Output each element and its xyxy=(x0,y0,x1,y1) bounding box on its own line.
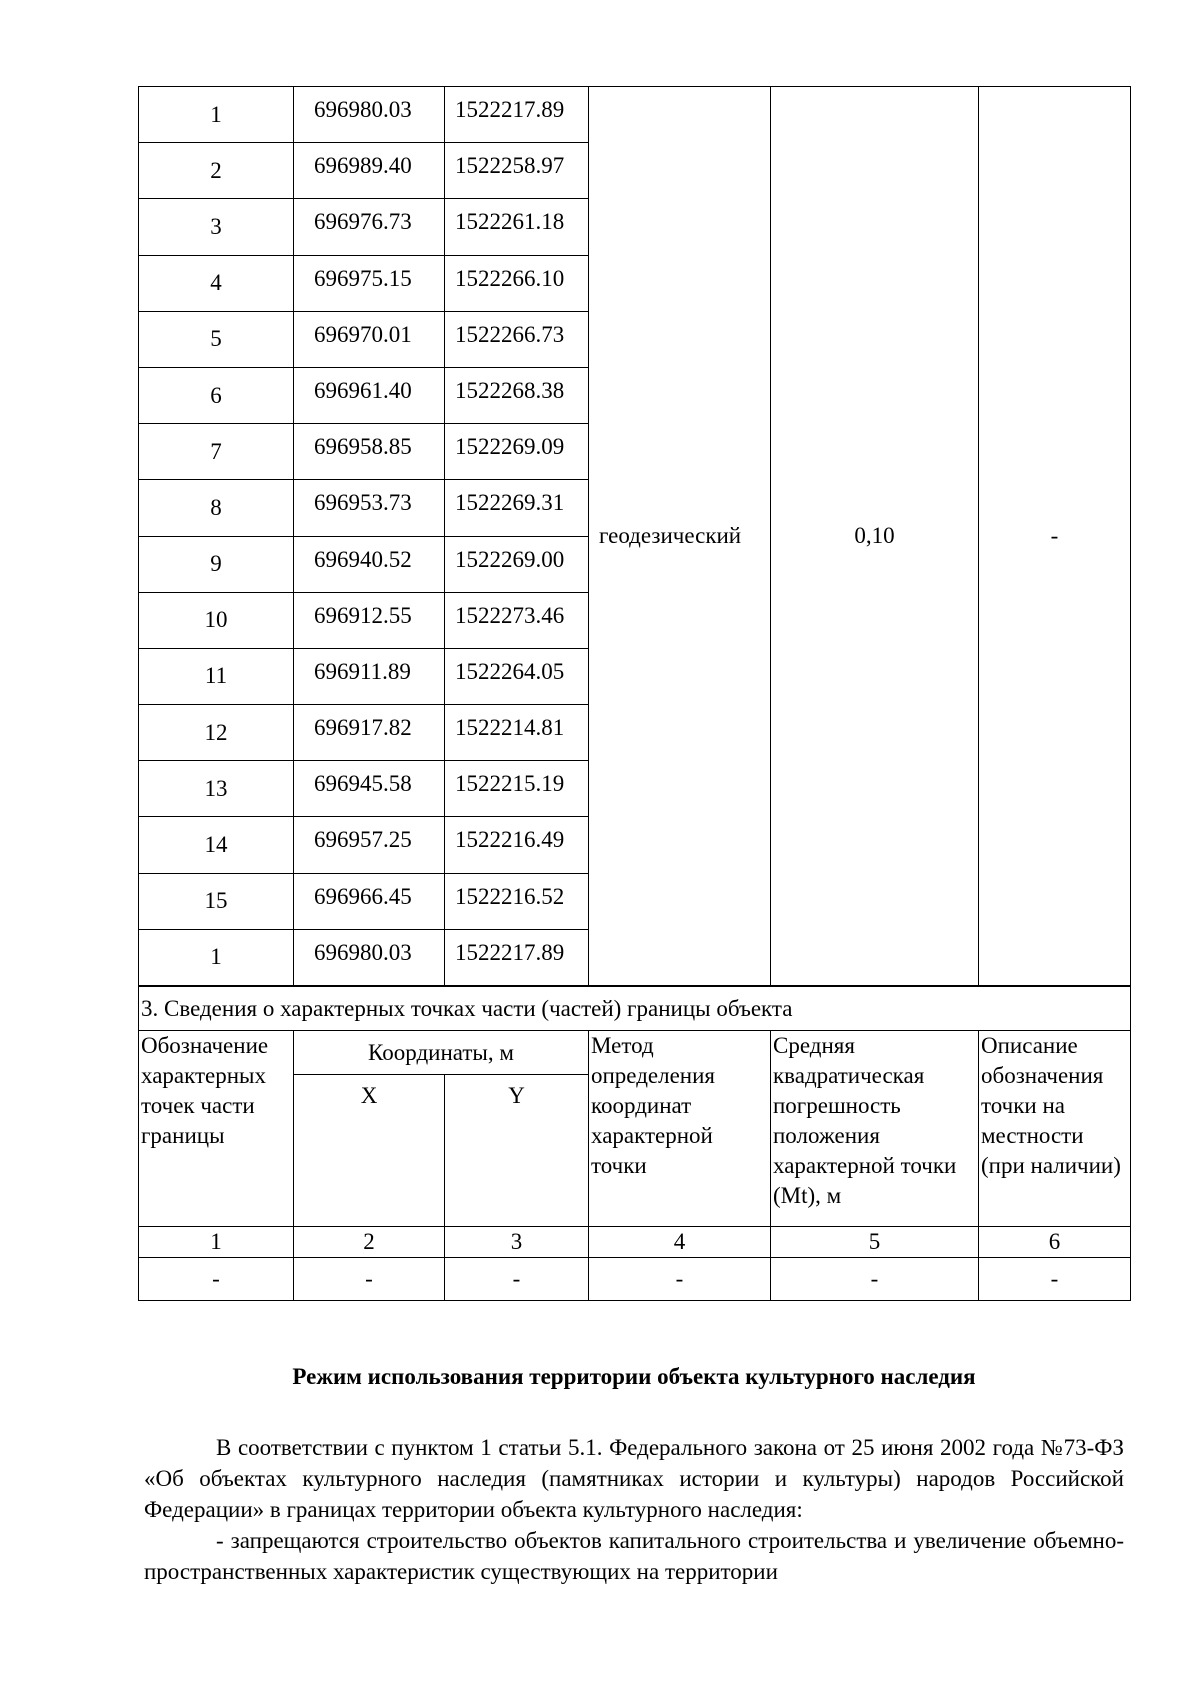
coord-y: 1522261.18 xyxy=(445,199,589,255)
empty-cell: - xyxy=(589,1258,771,1301)
point-number: 14 xyxy=(139,817,294,873)
coord-y: 1522215.19 xyxy=(445,761,589,817)
col-number: 2 xyxy=(294,1227,445,1258)
header-designation: Обозначение характерных точек части границы xyxy=(139,1031,294,1227)
coord-x: 696961.40 xyxy=(294,367,445,423)
header-coordinates: Координаты, м xyxy=(294,1031,589,1075)
point-number: 5 xyxy=(139,311,294,367)
point-number: 1 xyxy=(139,87,294,143)
point-number: 1 xyxy=(139,929,294,985)
coord-y: 1522217.89 xyxy=(445,87,589,143)
coord-y: 1522268.38 xyxy=(445,367,589,423)
header-description: Описание обозначения точки на местности (при наличии) xyxy=(979,1031,1131,1227)
coord-x: 696917.82 xyxy=(294,705,445,761)
coord-x: 696911.89 xyxy=(294,648,445,704)
coord-y: 1522214.81 xyxy=(445,705,589,761)
point-number: 6 xyxy=(139,367,294,423)
header-method: Метод определения координат характерной точки xyxy=(589,1031,771,1227)
col-number: 6 xyxy=(979,1227,1131,1258)
coord-y: 1522269.31 xyxy=(445,480,589,536)
coord-x: 696989.40 xyxy=(294,143,445,199)
paragraph: - запрещаются строительство объектов капитального строительства и увеличение объемно-пространственных характеристик существующих на территории xyxy=(144,1528,1124,1584)
coord-y: 1522258.97 xyxy=(445,143,589,199)
coord-y: 1522269.00 xyxy=(445,536,589,592)
coord-x: 696957.25 xyxy=(294,817,445,873)
coord-y: 1522273.46 xyxy=(445,592,589,648)
header-x: X xyxy=(294,1075,445,1227)
header-y: Y xyxy=(445,1075,589,1227)
method-cell: геодезический xyxy=(589,87,771,986)
point-number: 2 xyxy=(139,143,294,199)
coord-y: 1522266.73 xyxy=(445,311,589,367)
section3-title: 3. Сведения о характерных точках части (частей) границы объекта xyxy=(139,987,1131,1031)
coord-x: 696980.03 xyxy=(294,929,445,985)
empty-cell: - xyxy=(139,1258,294,1301)
point-number: 3 xyxy=(139,199,294,255)
col-number: 1 xyxy=(139,1227,294,1258)
coord-y: 1522217.89 xyxy=(445,929,589,985)
accuracy-cell: 0,10 xyxy=(771,87,979,986)
coord-y: 1522216.49 xyxy=(445,817,589,873)
col-number: 5 xyxy=(771,1227,979,1258)
coord-x: 696953.73 xyxy=(294,480,445,536)
paragraph: В соответствии с пунктом 1 статьи 5.1. Федерального закона от 25 июня 2002 года №73-ФЗ «Об объектах культурного наследия (памятниках истории и культуры) народов Российской Федерации» в границах территории объекта культурного наследия: xyxy=(144,1435,1124,1522)
point-number: 9 xyxy=(139,536,294,592)
point-number: 10 xyxy=(139,592,294,648)
description-cell: - xyxy=(979,87,1131,986)
point-number: 11 xyxy=(139,648,294,704)
point-number: 12 xyxy=(139,705,294,761)
point-number: 4 xyxy=(139,255,294,311)
coord-x: 696980.03 xyxy=(294,87,445,143)
empty-cell: - xyxy=(771,1258,979,1301)
point-number: 8 xyxy=(139,480,294,536)
point-number: 15 xyxy=(139,873,294,929)
point-number: 7 xyxy=(139,424,294,480)
coord-x: 696912.55 xyxy=(294,592,445,648)
empty-cell: - xyxy=(979,1258,1131,1301)
coord-y: 1522264.05 xyxy=(445,648,589,704)
empty-cell: - xyxy=(294,1258,445,1301)
empty-cell: - xyxy=(445,1258,589,1301)
header-accuracy: Средняя квадратическая погрешность положения характерной точки (Mt), м xyxy=(771,1031,979,1227)
coord-x: 696970.01 xyxy=(294,311,445,367)
coordinates-table xyxy=(138,86,1131,986)
table-row xyxy=(139,87,1131,143)
section3-table xyxy=(138,986,1131,1301)
coord-y: 1522266.10 xyxy=(445,255,589,311)
coord-x: 696940.52 xyxy=(294,536,445,592)
coord-x: 696975.15 xyxy=(294,255,445,311)
coord-x: 696945.58 xyxy=(294,761,445,817)
col-number: 3 xyxy=(445,1227,589,1258)
coord-x: 696958.85 xyxy=(294,424,445,480)
coord-y: 1522269.09 xyxy=(445,424,589,480)
coord-y: 1522216.52 xyxy=(445,873,589,929)
col-number: 4 xyxy=(589,1227,771,1258)
coordinates-table-body xyxy=(139,87,1131,986)
coord-x: 696976.73 xyxy=(294,199,445,255)
coord-x: 696966.45 xyxy=(294,873,445,929)
point-number: 13 xyxy=(139,761,294,817)
section-heading: Режим использования территории объекта культурного наследия xyxy=(292,1364,976,1389)
